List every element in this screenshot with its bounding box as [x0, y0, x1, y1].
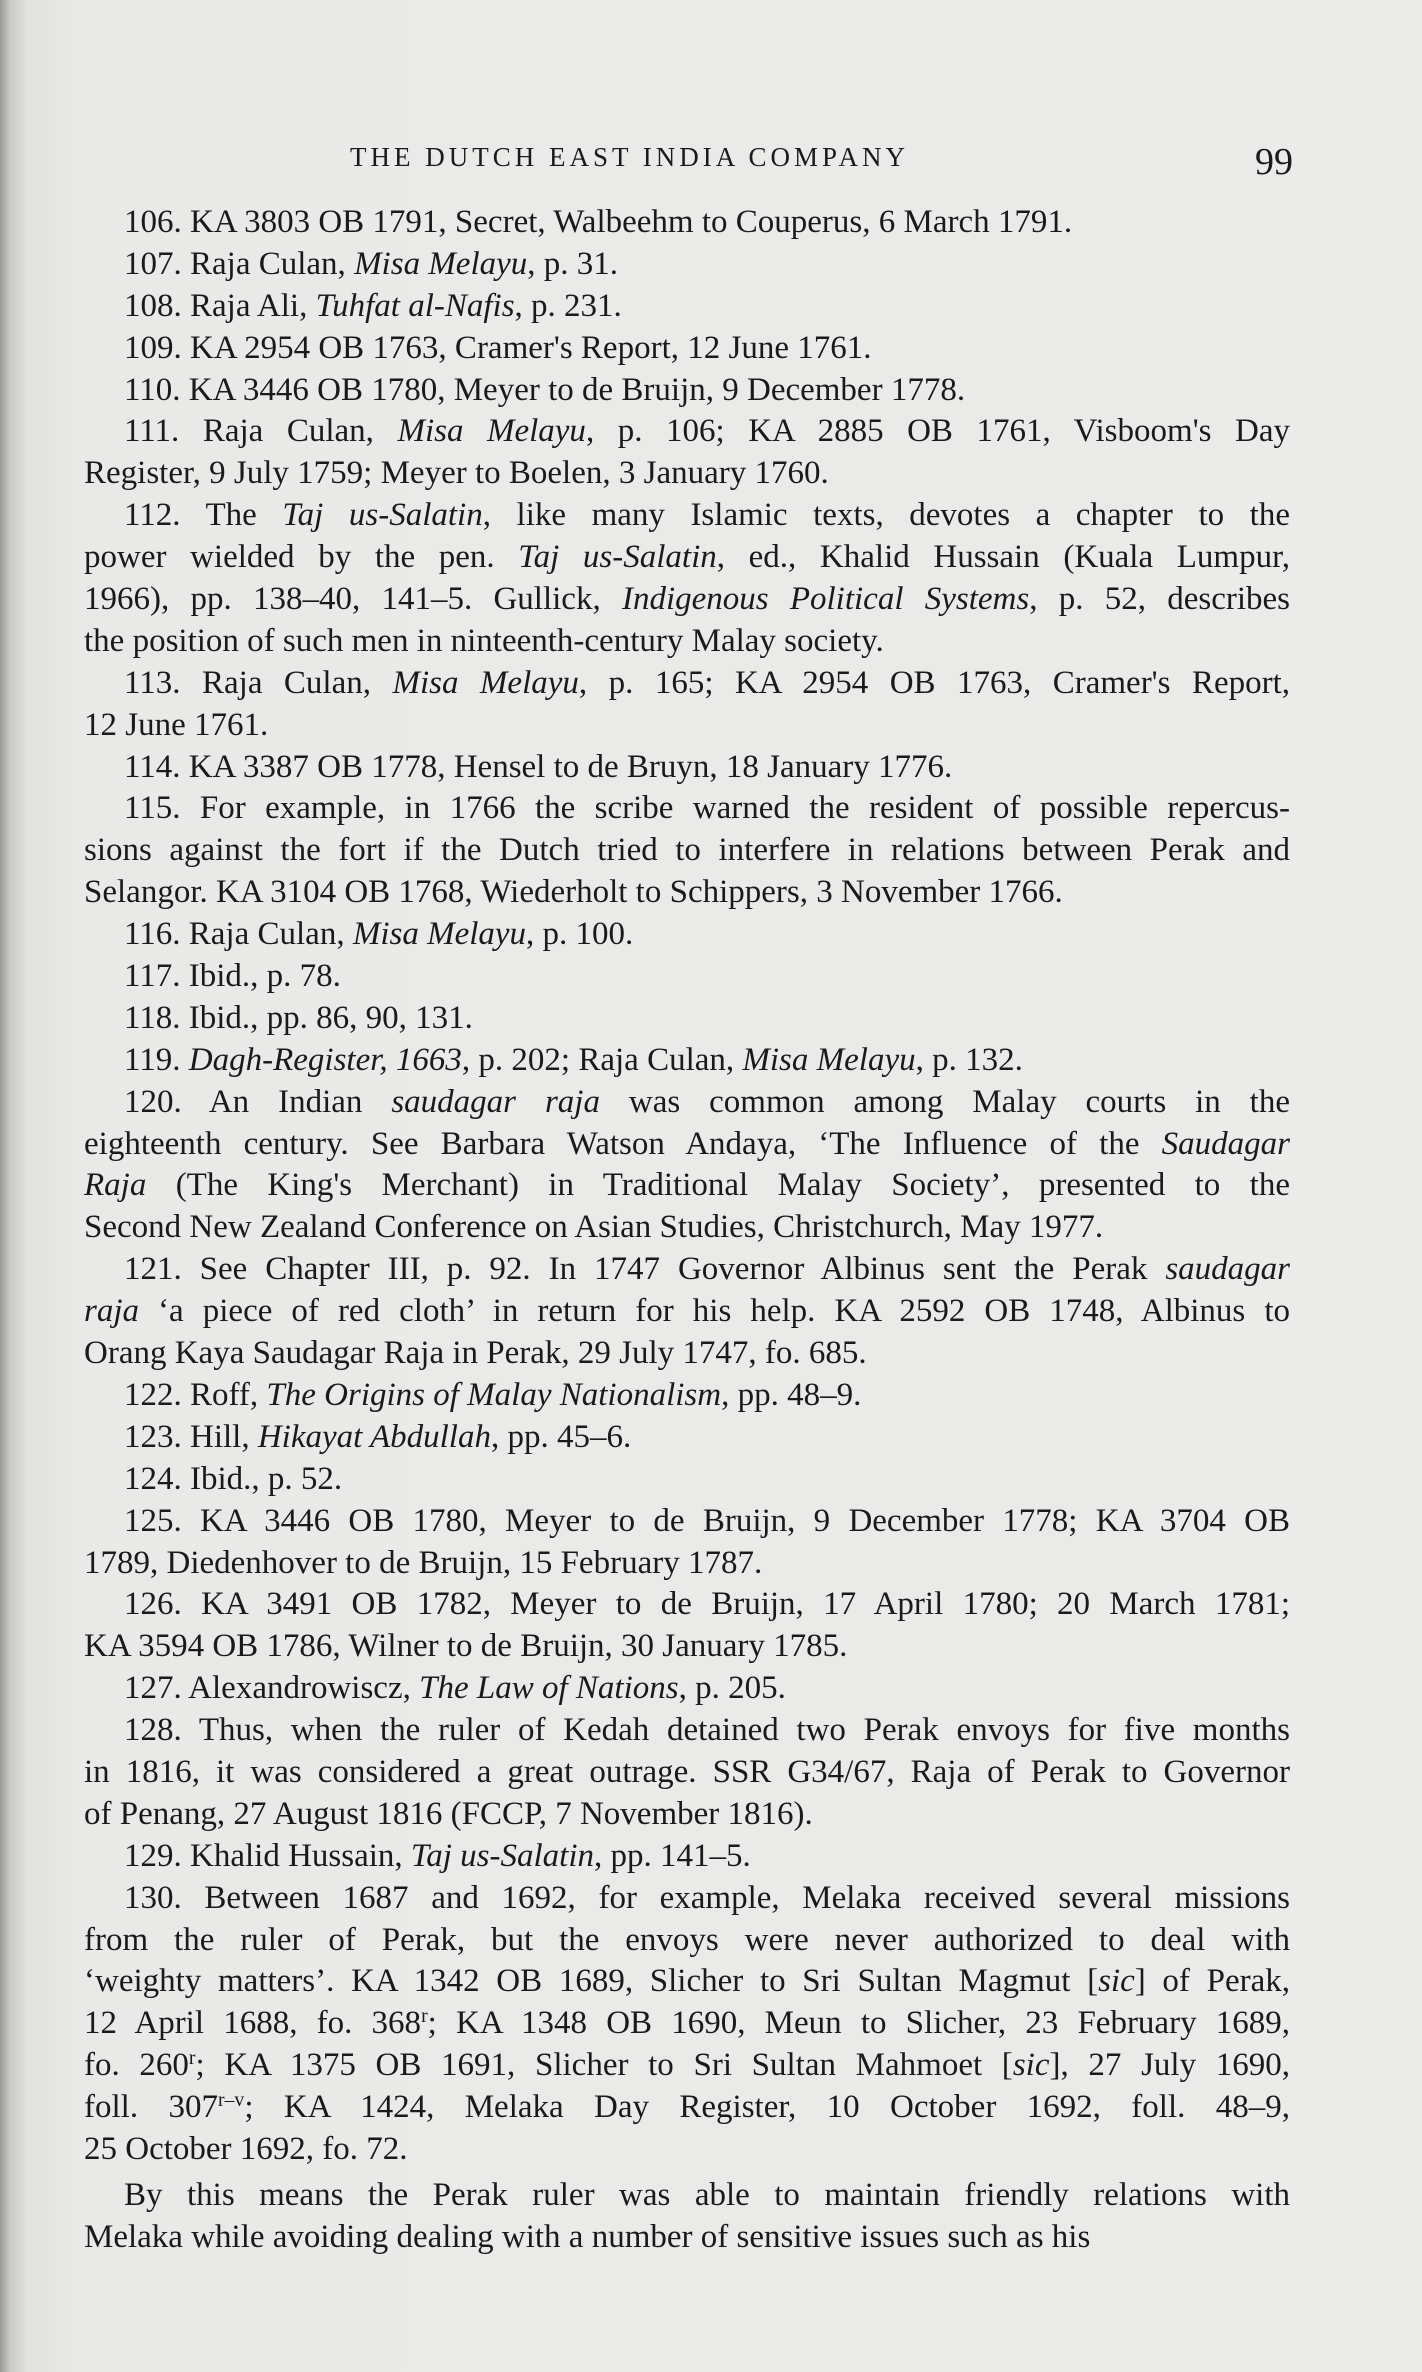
- text-segment: from the ruler of Perak, but the envoys were never authorized to deal with: [84, 1921, 1290, 1958]
- text-line: [84, 286, 1290, 328]
- text-line: [84, 830, 1290, 872]
- running-head: THE DUTCH EAST INDIA COMPANY: [350, 142, 910, 172]
- footnotes: [84, 202, 1290, 2259]
- text-segment: 130. Between 1687 and 1692, for example, Melaka received several missions: [124, 1879, 1290, 1916]
- superscript-text: r–v: [217, 2089, 245, 2112]
- italic-text: The Origins of Malay Nationalism: [266, 1376, 722, 1413]
- text-segment: 122. Roff,: [124, 1376, 267, 1413]
- text-segment: , p. 100.: [526, 916, 634, 953]
- text-line: [84, 663, 1290, 705]
- text-segment: Register, 9 July 1759; Meyer to Boelen, 3 January 1760.: [84, 455, 829, 492]
- text-line: [84, 1207, 1290, 1249]
- italic-text: Taj us-Salatin: [282, 497, 483, 534]
- text-segment: 106. KA 3803 OB 1791, Secret, Walbeehm to Couperus, 6 March 1791.: [124, 204, 1073, 240]
- text-segment: , pp. 45–6.: [490, 1418, 632, 1455]
- text-segment: 12 April 1688, fo. 368: [84, 2005, 422, 2042]
- text-line: [84, 1920, 1290, 1962]
- text-segment: foll. 307: [84, 2089, 218, 2126]
- text-segment: 127. Alexandrowiscz,: [124, 1670, 420, 1707]
- text-line: [84, 872, 1290, 914]
- text-segment: 120. An Indian: [124, 1083, 392, 1120]
- text-line: [84, 1961, 1290, 2003]
- text-line: [84, 328, 1290, 370]
- text-segment: Orang Kaya Saudagar Raja in Perak, 29 July 1747, fo. 685.: [84, 1335, 867, 1372]
- text-segment: in 1816, it was considered a great outrage. SSR G34/67, Raja of Perak to Governor: [84, 1753, 1290, 1790]
- text-line: [84, 453, 1290, 495]
- text-segment: (The King's Merchant) in Traditional Malay Society’, presented to the: [146, 1167, 1290, 1204]
- italic-text: Taj us-Salatin: [518, 539, 717, 576]
- text-line: [84, 1417, 1290, 1459]
- text-line: [84, 244, 1290, 286]
- text-line: [84, 2003, 1290, 2045]
- text-segment: 126. KA 3491 OB 1782, Meyer to de Bruijn, 17 April 1780; 20 March 1781;: [124, 1586, 1290, 1623]
- text-line: [84, 914, 1290, 956]
- footnote: [84, 1040, 1290, 1082]
- italic-text: Raja: [84, 1167, 147, 1204]
- text-line: [84, 537, 1290, 579]
- text-line: [84, 1040, 1290, 1082]
- footnote: [84, 411, 1290, 495]
- text-line: [84, 579, 1290, 621]
- text-line: [84, 370, 1290, 412]
- text-line: [84, 956, 1290, 998]
- text-line: [84, 747, 1290, 789]
- italic-text: Misa Melayu: [397, 413, 586, 450]
- text-line: [84, 411, 1290, 453]
- text-segment: 118. Ibid., pp. 86, 90, 131.: [124, 999, 473, 1036]
- text-segment: , p. 165; KA 2954 OB 1763, Cramer's Report,: [578, 664, 1290, 701]
- text-line: [84, 1626, 1290, 1668]
- footnote: [84, 788, 1290, 914]
- text-segment: , p. 31.: [527, 245, 619, 282]
- footnote: [84, 328, 1290, 370]
- text-segment: , p. 231.: [514, 287, 622, 324]
- italic-text: saudagar: [1165, 1251, 1290, 1288]
- footnote: [84, 244, 1290, 286]
- text-segment: , p. 205.: [678, 1670, 786, 1707]
- text-segment: , p. 132.: [915, 1041, 1023, 1078]
- text-line: [84, 1291, 1290, 1333]
- footnote: [84, 914, 1290, 956]
- text-line: [84, 1836, 1290, 1878]
- text-segment: 114. KA 3387 OB 1778, Hensel to de Bruyn, 18 January 1776.: [124, 748, 953, 785]
- text-line: [84, 1794, 1290, 1836]
- text-segment: eighteenth century. See Barbara Watson Andaya, ‘The Influence of the: [84, 1125, 1162, 1162]
- text-segment: 110. KA 3446 OB 1780, Meyer to de Bruijn, 9 December 1778.: [124, 371, 966, 408]
- footnote: [84, 1249, 1290, 1375]
- italic-text: Misa Melayu: [352, 916, 527, 953]
- text-segment: By this means the Perak ruler was able to maintain friendly relations with: [124, 2176, 1290, 2213]
- text-segment: , p. 202; Raja Culan,: [461, 1041, 743, 1078]
- italic-text: sic: [1012, 2047, 1050, 2084]
- superscript-text: r: [421, 2005, 428, 2028]
- text-segment: 121. See Chapter III, p. 92. In 1747 Governor Albinus sent the Perak: [124, 1251, 1166, 1288]
- italic-text: Saudagar: [1161, 1125, 1290, 1162]
- superscript-text: r: [188, 2047, 196, 2070]
- body-paragraph: [84, 2175, 1290, 2259]
- text-line: [84, 1710, 1290, 1752]
- italic-text: Tuhfat al-Nafis: [315, 287, 515, 324]
- footnote: [84, 495, 1290, 663]
- text-segment: ‘weighty matters’. KA 1342 OB 1689, Slicher to Sri Sultan Magmut [: [84, 1963, 1099, 2000]
- footnote: [84, 1417, 1290, 1459]
- text-line: [84, 1752, 1290, 1794]
- text-line: [84, 495, 1290, 537]
- italic-text: Misa Melayu: [354, 245, 528, 282]
- italic-text: Dagh-Register, 1663: [188, 1041, 462, 1078]
- text-line: [84, 1375, 1290, 1417]
- text-segment: , p. 52, describes: [1029, 581, 1290, 618]
- text-line: [84, 1249, 1290, 1291]
- text-line: [84, 1668, 1290, 1710]
- text-line: [84, 1459, 1290, 1501]
- text-line: [84, 2087, 1290, 2129]
- footnote: [84, 1501, 1290, 1585]
- text-segment: ; KA 1375 OB 1691, Slicher to Sri Sultan Mahmoet [: [195, 2047, 1013, 2084]
- text-segment: 117. Ibid., p. 78.: [124, 958, 341, 995]
- text-segment: power wielded by the pen.: [84, 539, 519, 576]
- text-line: [84, 1584, 1290, 1626]
- text-line: [84, 1165, 1290, 1207]
- footnote: [84, 663, 1290, 747]
- text-line: [84, 1082, 1290, 1124]
- italic-text: The Law of Nations: [419, 1670, 679, 1707]
- text-segment: 119.: [124, 1041, 189, 1078]
- footnote: [84, 1710, 1290, 1836]
- text-segment: 1966), pp. 138–40, 141–5. Gullick,: [84, 581, 622, 618]
- footnote: [84, 1668, 1290, 1710]
- text-segment: ; KA 1348 OB 1690, Meun to Slicher, 23 February 1689,: [427, 2005, 1290, 2042]
- text-segment: KA 3594 OB 1786, Wilner to de Bruijn, 30 January 1785.: [84, 1628, 848, 1665]
- text-line: [84, 2129, 1290, 2171]
- italic-text: Misa Melayu: [392, 664, 579, 701]
- footnote: [84, 998, 1290, 1040]
- text-line: [84, 1501, 1290, 1543]
- text-segment: 128. Thus, when the ruler of Kedah detained two Perak envoys for five months: [124, 1712, 1290, 1749]
- text-segment: , p. 106; KA 2885 OB 1761, Visboom's Day: [585, 413, 1290, 450]
- text-line: [84, 1543, 1290, 1585]
- text-segment: 1789, Diedenhover to de Bruijn, 15 February 1787.: [84, 1544, 763, 1581]
- footnote: [84, 370, 1290, 412]
- text-segment: fo. 260: [84, 2047, 189, 2084]
- text-segment: 111. Raja Culan,: [124, 413, 398, 450]
- text-segment: 123. Hill,: [124, 1418, 258, 1455]
- text-segment: 109. KA 2954 OB 1763, Cramer's Report, 12 June 1761.: [124, 329, 872, 366]
- text-segment: 129. Khalid Hussain,: [124, 1837, 411, 1874]
- text-line: [84, 2175, 1290, 2217]
- text-segment: 107. Raja Culan,: [124, 245, 355, 282]
- text-line: [84, 1333, 1290, 1375]
- text-segment: 115. For example, in 1766 the scribe warned the resident of possible repercus-: [124, 790, 1290, 827]
- footnote: [84, 1459, 1290, 1501]
- text-line: [84, 2045, 1290, 2087]
- text-segment: of Penang, 27 August 1816 (FCCP, 7 November 1816).: [84, 1795, 813, 1832]
- text-line: [84, 621, 1290, 663]
- text-segment: , pp. 48–9.: [721, 1376, 862, 1413]
- text-segment: ] of Perak,: [1134, 1963, 1290, 2000]
- text-segment: 12 June 1761.: [84, 706, 269, 743]
- italic-text: Hikayat Abdullah: [257, 1418, 491, 1455]
- italic-text: Indigenous Political Systems: [621, 581, 1030, 618]
- text-segment: 116. Raja Culan,: [124, 916, 353, 953]
- text-segment: , like many Islamic texts, devotes a chapter to the: [482, 497, 1290, 534]
- text-line: [84, 202, 1290, 244]
- italic-text: Misa Melayu: [742, 1041, 916, 1078]
- footnote: [84, 1375, 1290, 1417]
- text-line: [84, 2217, 1290, 2259]
- italic-text: saudagar raja: [391, 1083, 600, 1120]
- text-line: [84, 788, 1290, 830]
- text-segment: 124. Ibid., p. 52.: [124, 1460, 343, 1497]
- text-segment: the position of such men in ninteenth-century Malay society.: [84, 622, 884, 659]
- text-segment: , pp. 141–5.: [594, 1837, 751, 1874]
- italic-text: Taj us-Salatin: [410, 1837, 594, 1874]
- footnote: [84, 286, 1290, 328]
- page-number: 99: [1255, 141, 1293, 183]
- text-line: [84, 1124, 1290, 1166]
- italic-text: sic: [1098, 1963, 1135, 2000]
- italic-text: raja: [84, 1293, 140, 1330]
- text-segment: 112. The: [124, 497, 283, 534]
- text-segment: Selangor. KA 3104 OB 1768, Wiederholt to Schippers, 3 November 1766.: [84, 874, 1063, 911]
- text-line: [84, 998, 1290, 1040]
- text-segment: 125. KA 3446 OB 1780, Meyer to de Bruijn, 9 December 1778; KA 3704 OB: [124, 1502, 1290, 1539]
- footnote: [84, 202, 1290, 244]
- text-line: [84, 1878, 1290, 1920]
- text-segment: sions against the fort if the Dutch tried to interfere in relations between Perak and: [84, 832, 1290, 869]
- footnote: [84, 956, 1290, 998]
- text-segment: ], 27 July 1690,: [1049, 2047, 1290, 2084]
- text-segment: Melaka while avoiding dealing with a number of sensitive issues such as his: [84, 2218, 1091, 2255]
- text-segment: 25 October 1692, fo. 72.: [84, 2130, 408, 2167]
- footnote: [84, 1836, 1290, 1878]
- text-segment: 108. Raja Ali,: [124, 287, 316, 324]
- text-segment: ; KA 1424, Melaka Day Register, 10 October 1692, foll. 48–9,: [244, 2089, 1290, 2126]
- footnote: [84, 1082, 1290, 1250]
- footnote: [84, 1878, 1290, 2171]
- footnote: [84, 1584, 1290, 1668]
- text-segment: , ed., Khalid Hussain (Kuala Lumpur,: [716, 539, 1290, 576]
- text-segment: 113. Raja Culan,: [124, 664, 393, 701]
- text-segment: ‘a piece of red cloth’ in return for his help. KA 2592 OB 1748, Albinus to: [139, 1293, 1290, 1330]
- text-segment: Second New Zealand Conference on Asian Studies, Christchurch, May 1977.: [84, 1209, 1104, 1246]
- footnote: [84, 747, 1290, 789]
- text-segment: was common among Malay courts in the: [599, 1083, 1290, 1120]
- text-line: [84, 705, 1290, 747]
